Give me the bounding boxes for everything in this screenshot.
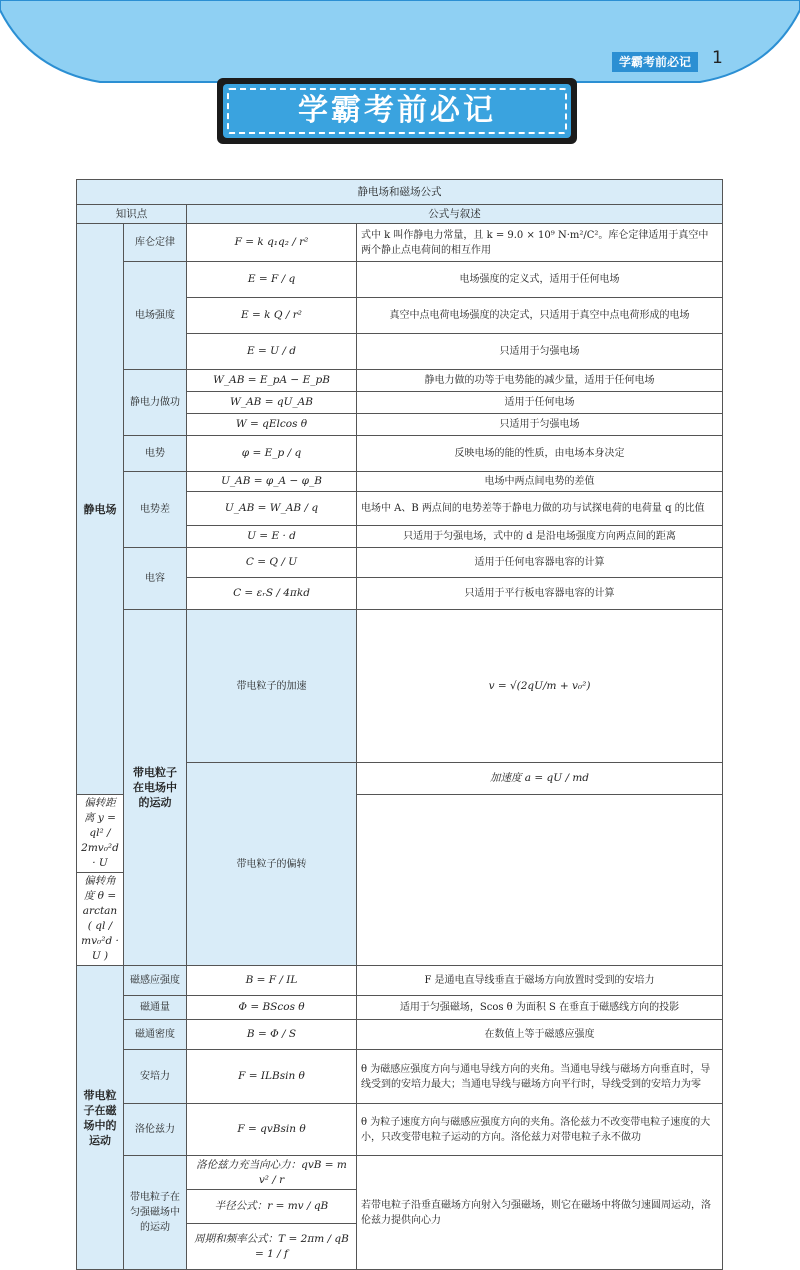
topic-field: 电场强度 bbox=[124, 262, 187, 370]
description: 只适用于匀强电场 bbox=[357, 414, 723, 436]
page-label: 学霸考前必记 bbox=[612, 52, 698, 72]
description: 电场强度的定义式，适用于任何电场 bbox=[357, 262, 723, 298]
description: θ 为粒子速度方向与磁感应强度方向的夹角。洛伦兹力不改变带电粒子速度的大小，只改变带电粒子运动的方向。洛伦兹力对带电粒子永不做功 bbox=[357, 1104, 723, 1156]
topic-potential-difference: 电势差 bbox=[124, 472, 187, 548]
formula: 洛伦兹力充当向心力：qvB = m v² / r bbox=[187, 1156, 357, 1190]
formula: E = F / q bbox=[187, 262, 357, 298]
formula-table bbox=[76, 179, 723, 1270]
formula: F = ILBsin θ bbox=[187, 1050, 357, 1104]
formula: E = k Q / r² bbox=[187, 298, 357, 334]
description: 静电力做的功等于电势能的减少量，适用于任何电场 bbox=[357, 370, 723, 392]
formula: φ = E_p / q bbox=[187, 436, 357, 472]
topic-b-field: 磁感应强度 bbox=[124, 966, 187, 996]
topic-flux: 磁通量 bbox=[124, 996, 187, 1020]
description: 适用于匀强磁场，Scos θ 为面积 S 在垂直于磁感线方向的投影 bbox=[357, 996, 723, 1020]
formula: U_AB = W_AB / q bbox=[187, 492, 357, 526]
formula: W_AB = qU_AB bbox=[187, 392, 357, 414]
formula: U_AB = φ_A − φ_B bbox=[187, 472, 357, 492]
topic-lorentz-force: 洛伦兹力 bbox=[124, 1104, 187, 1156]
formula: v = √(2qU/m + v₀²) bbox=[357, 610, 723, 763]
formula: C = Q / U bbox=[187, 548, 357, 578]
formula: F = k q₁q₂ / r² bbox=[187, 224, 357, 262]
formula: B = Φ / S bbox=[187, 1020, 357, 1050]
description: 只适用于平行板电容器电容的计算 bbox=[357, 578, 723, 610]
formula: W_AB = E_pA − E_pB bbox=[187, 370, 357, 392]
formula: C = εᵣS / 4πkd bbox=[187, 578, 357, 610]
formula: 半径公式：r = mv / qB bbox=[187, 1190, 357, 1224]
topic-work: 静电力做功 bbox=[124, 370, 187, 436]
topic-capacitance: 电容 bbox=[124, 548, 187, 610]
topic-potential: 电势 bbox=[124, 436, 187, 472]
description: 式中 k 叫作静电力常量，且 k = 9.0 × 10⁹ N·m²/C²。库仑定律适用于真空中两个静止点电荷间的相互作用 bbox=[357, 224, 723, 262]
section-magnetic-motion: 带电粒子在磁场中的运动 bbox=[77, 966, 124, 1270]
formula: E = U / d bbox=[187, 334, 357, 370]
col-formula: 公式与叙述 bbox=[187, 205, 723, 224]
section-electric-motion: 带电粒子在电场中的运动 bbox=[124, 610, 187, 966]
formula: 偏转距离 y = ql² / 2mv₀²d · U bbox=[77, 795, 124, 873]
description: 适用于任何电场 bbox=[357, 392, 723, 414]
formula: F = qvBsin θ bbox=[187, 1104, 357, 1156]
description: 真空中点电荷电场强度的决定式，只适用于真空中点电荷形成的电场 bbox=[357, 298, 723, 334]
formula: Φ = BScos θ bbox=[187, 996, 357, 1020]
col-knowledge: 知识点 bbox=[77, 205, 187, 224]
description: 适用于任何电容器电容的计算 bbox=[357, 548, 723, 578]
description: 只适用于匀强电场，式中的 d 是沿电场强度方向两点间的距离 bbox=[357, 526, 723, 548]
formula: 周期和频率公式：T = 2πm / qB = 1 / f bbox=[187, 1224, 357, 1270]
topic-acceleration: 带电粒子的加速 bbox=[187, 610, 357, 763]
table-caption: 静电场和磁场公式 bbox=[77, 180, 723, 205]
topic-coulomb: 库仑定律 bbox=[124, 224, 187, 262]
page-title: 学霸考前必记 bbox=[298, 93, 496, 128]
title-banner bbox=[217, 78, 577, 144]
topic-ampere-force: 安培力 bbox=[124, 1050, 187, 1104]
description: F 是通电直导线垂直于磁场方向放置时受到的安培力 bbox=[357, 966, 723, 996]
formula: 加速度 a = qU / md bbox=[357, 763, 723, 795]
description: 若带电粒子沿垂直磁场方向射入匀强磁场，则它在磁场中将做匀速圆周运动，洛伦兹力提供向心力 bbox=[357, 1156, 723, 1270]
formula: W = qElcos θ bbox=[187, 414, 357, 436]
description: 电场中两点间电势的差值 bbox=[357, 472, 723, 492]
topic-flux-density: 磁通密度 bbox=[124, 1020, 187, 1050]
description: 只适用于匀强电场 bbox=[357, 334, 723, 370]
description: θ 为磁感应强度方向与通电导线方向的夹角。当通电导线与磁场方向垂直时，导线受到的安培力最大；当通电导线与磁场方向平行时，导线受到的安培力为零 bbox=[357, 1050, 723, 1104]
formula: 偏转角度 θ = arctan ( ql / mv₀²d · U ) bbox=[77, 873, 124, 966]
description: 电场中 A、B 两点间的电势差等于静电力做的功与试探电荷的电荷量 q 的比值 bbox=[357, 492, 723, 526]
section-electrostatic: 静电场 bbox=[77, 224, 124, 795]
description: 在数值上等于磁感应强度 bbox=[357, 1020, 723, 1050]
topic-deflection: 带电粒子的偏转 bbox=[187, 763, 357, 966]
topic-circular-motion: 带电粒子在匀强磁场中的运动 bbox=[124, 1156, 187, 1270]
page-number: 1 bbox=[712, 48, 723, 68]
formula: B = F / IL bbox=[187, 966, 357, 996]
description: 反映电场的能的性质，由电场本身决定 bbox=[357, 436, 723, 472]
formula: U = E · d bbox=[187, 526, 357, 548]
